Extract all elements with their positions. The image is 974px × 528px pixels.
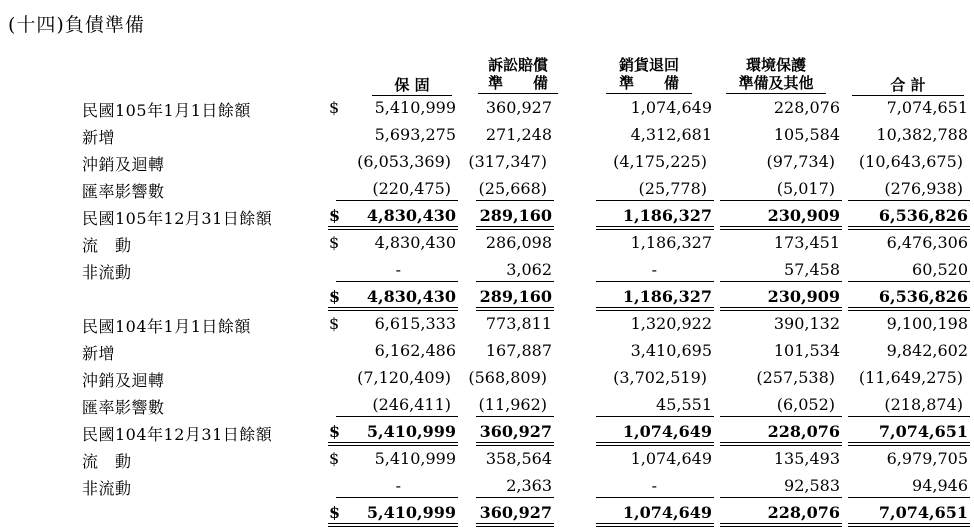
cell-value: 3,410,695 xyxy=(630,341,712,360)
cell-value: (3,702,519) xyxy=(613,368,707,387)
header-total xyxy=(852,76,964,96)
table-row xyxy=(0,499,974,526)
table-row xyxy=(0,175,974,202)
cell-value: 1,186,327 xyxy=(630,233,712,252)
total-double-rule xyxy=(596,226,714,227)
table-row xyxy=(0,364,974,391)
cell-value: 390,132 xyxy=(773,314,840,333)
cell-value: 4,830,430 xyxy=(366,287,456,306)
cell-value: (218,874) xyxy=(884,395,963,414)
total-double-rule xyxy=(720,442,842,443)
total-double-rule xyxy=(848,523,970,524)
total-double-rule xyxy=(476,307,554,308)
currency-symbol: $ xyxy=(329,422,341,441)
cell-value: (25,778) xyxy=(638,179,707,198)
total-double-rule xyxy=(328,307,458,308)
total-double-rule xyxy=(476,226,554,227)
row-label: 流 動 xyxy=(82,236,132,255)
cell-value: (317,347) xyxy=(468,152,547,171)
header-environmental xyxy=(726,56,826,94)
table-row xyxy=(0,310,974,337)
cell-value: 7,074,651 xyxy=(886,98,968,117)
table-row xyxy=(0,445,974,472)
row-label: 民國105年1月1日餘額 xyxy=(82,101,251,120)
cell-value: 228,076 xyxy=(767,422,840,441)
header-environmental-line1: 環境保護 xyxy=(745,56,806,74)
subtotal-rule xyxy=(720,200,842,201)
cell-value: - xyxy=(651,476,657,495)
row-label: 民國104年12月31日餘額 xyxy=(82,425,273,444)
cell-value: 6,615,333 xyxy=(374,314,456,333)
subtotal-rule xyxy=(720,416,842,417)
header-warranty xyxy=(372,76,452,96)
cell-value: - xyxy=(651,260,657,279)
total-double-rule xyxy=(476,442,554,443)
row-label: 沖銷及迴轉 xyxy=(82,371,165,390)
currency-symbol: $ xyxy=(329,206,341,225)
cell-value: 6,536,826 xyxy=(878,287,968,306)
subtotal-rule xyxy=(336,497,458,498)
table-row xyxy=(0,418,974,445)
cell-value: 6,476,306 xyxy=(886,233,968,252)
currency-symbol: $ xyxy=(329,98,340,117)
table-row xyxy=(0,148,974,175)
total-double-rule xyxy=(476,526,554,527)
cell-value: 4,312,681 xyxy=(630,125,712,144)
cell-value: 358,564 xyxy=(485,449,552,468)
total-double-rule xyxy=(328,442,458,443)
total-double-rule xyxy=(848,526,970,527)
cell-value: (5,017) xyxy=(776,179,835,198)
cell-value: 6,536,826 xyxy=(878,206,968,225)
header-sales-return-line2: 準 備 xyxy=(606,74,692,94)
cell-value: 7,074,651 xyxy=(878,422,968,441)
table-row xyxy=(0,121,974,148)
cell-value: (246,411) xyxy=(372,395,451,414)
cell-value: (257,538) xyxy=(756,368,835,387)
cell-value: 105,584 xyxy=(773,125,840,144)
header-environmental-line2: 準備及其他 xyxy=(726,74,826,94)
cell-value: 228,076 xyxy=(767,503,840,522)
cell-value: 5,410,999 xyxy=(374,449,456,468)
cell-value: 9,842,602 xyxy=(886,341,968,360)
subtotal-rule xyxy=(596,416,714,417)
cell-value: 773,811 xyxy=(485,314,552,333)
cell-value: 271,248 xyxy=(485,125,552,144)
subtotal-rule xyxy=(336,200,458,201)
total-double-rule xyxy=(848,307,970,308)
cell-value: 2,363 xyxy=(506,476,552,495)
cell-value: 289,160 xyxy=(479,287,552,306)
total-double-rule xyxy=(720,523,842,524)
subtotal-rule xyxy=(848,200,970,201)
cell-value: 4,830,430 xyxy=(366,206,456,225)
subtotal-rule xyxy=(476,416,554,417)
subtotal-rule xyxy=(476,497,554,498)
total-double-rule xyxy=(596,442,714,443)
cell-value: 360,927 xyxy=(485,98,552,117)
cell-value: - xyxy=(395,476,401,495)
row-label: 匯率影響數 xyxy=(82,182,165,201)
cell-value: 9,100,198 xyxy=(886,314,968,333)
table-row xyxy=(0,202,974,229)
cell-value: 57,458 xyxy=(784,260,840,279)
cell-value: 167,887 xyxy=(485,341,552,360)
total-double-rule xyxy=(328,226,458,227)
cell-value: (4,175,225) xyxy=(613,152,707,171)
subtotal-rule xyxy=(720,497,842,498)
subtotal-rule xyxy=(336,281,458,282)
cell-value: 92,583 xyxy=(784,476,840,495)
total-double-rule xyxy=(720,307,842,308)
cell-value: 45,551 xyxy=(656,395,712,414)
cell-value: 3,062 xyxy=(506,260,552,279)
cell-value: 1,186,327 xyxy=(622,287,712,306)
cell-value: (11,962) xyxy=(478,395,547,414)
currency-symbol: $ xyxy=(329,287,341,306)
table-row xyxy=(0,283,974,310)
subtotal-rule xyxy=(476,281,554,282)
subtotal-rule xyxy=(476,200,554,201)
total-double-rule xyxy=(848,226,970,227)
total-double-rule xyxy=(476,523,554,524)
header-sales-return xyxy=(606,56,692,94)
cell-value: 230,909 xyxy=(767,287,840,306)
cell-value: 1,320,922 xyxy=(630,314,712,333)
subtotal-rule xyxy=(848,416,970,417)
subtotal-rule xyxy=(848,281,970,282)
table-row xyxy=(0,256,974,283)
header-litigation-line1: 訴訟賠償 xyxy=(487,56,548,74)
cell-value: (276,938) xyxy=(884,179,963,198)
total-double-rule xyxy=(720,226,842,227)
cell-value: (7,120,409) xyxy=(357,368,451,387)
total-double-rule xyxy=(596,307,714,308)
cell-value: 230,909 xyxy=(767,206,840,225)
cell-value: 1,074,649 xyxy=(630,449,712,468)
currency-symbol: $ xyxy=(329,449,340,468)
cell-value: (220,475) xyxy=(372,179,451,198)
cell-value: 5,410,999 xyxy=(366,422,456,441)
table-row xyxy=(0,472,974,499)
cell-value: 7,074,651 xyxy=(878,503,968,522)
total-double-rule xyxy=(596,523,714,524)
cell-value: 228,076 xyxy=(773,98,840,117)
cell-value: 135,493 xyxy=(773,449,840,468)
subtotal-rule xyxy=(596,200,714,201)
header-warranty-label: 保 固 xyxy=(372,76,452,96)
currency-symbol: $ xyxy=(329,314,340,333)
cell-value: 101,534 xyxy=(773,341,840,360)
total-double-rule xyxy=(328,523,458,524)
cell-value: 94,946 xyxy=(912,476,968,495)
cell-value: 5,693,275 xyxy=(374,125,456,144)
cell-value: 6,979,705 xyxy=(886,449,968,468)
cell-value: 286,098 xyxy=(485,233,552,252)
cell-value: (568,809) xyxy=(468,368,547,387)
header-litigation-line2: 準 備 xyxy=(478,74,558,94)
subtotal-rule xyxy=(848,497,970,498)
total-double-rule xyxy=(596,526,714,527)
subtotal-rule xyxy=(720,281,842,282)
cell-value: 289,160 xyxy=(479,206,552,225)
cell-value: 5,410,999 xyxy=(366,503,456,522)
cell-value: 60,520 xyxy=(912,260,968,279)
currency-symbol: $ xyxy=(329,233,340,252)
header-sales-return-line1: 銷貨退回 xyxy=(618,56,679,74)
header-total-label: 合 計 xyxy=(852,76,964,96)
subtotal-rule xyxy=(336,416,458,417)
cell-value: 1,074,649 xyxy=(630,98,712,117)
row-label: 新增 xyxy=(82,128,116,147)
cell-value: 10,382,788 xyxy=(876,125,968,144)
total-double-rule xyxy=(848,442,970,443)
currency-symbol: $ xyxy=(329,503,341,522)
cell-value: 360,927 xyxy=(479,503,552,522)
table-row xyxy=(0,94,974,121)
subtotal-rule xyxy=(596,497,714,498)
row-label: 民國104年1月1日餘額 xyxy=(82,317,251,336)
total-double-rule xyxy=(328,526,458,527)
cell-value: (6,052) xyxy=(776,395,835,414)
row-label: 匯率影響數 xyxy=(82,398,165,417)
row-label: 沖銷及迴轉 xyxy=(82,155,165,174)
section-title: (十四)負債準備 xyxy=(8,14,145,36)
cell-value: (11,649,275) xyxy=(858,368,963,387)
table-row xyxy=(0,229,974,256)
row-label: 非流動 xyxy=(82,479,132,498)
subtotal-rule xyxy=(596,281,714,282)
cell-value: 4,830,430 xyxy=(374,233,456,252)
cell-value: (6,053,369) xyxy=(357,152,451,171)
row-label: 非流動 xyxy=(82,263,132,282)
cell-value: 1,074,649 xyxy=(622,422,712,441)
row-label: 新增 xyxy=(82,344,116,363)
cell-value: (97,734) xyxy=(766,152,835,171)
cell-value: 1,186,327 xyxy=(622,206,712,225)
table-row xyxy=(0,337,974,364)
header-litigation xyxy=(478,56,558,94)
cell-value: 6,162,486 xyxy=(374,341,456,360)
cell-value: 360,927 xyxy=(479,422,552,441)
cell-value: (10,643,675) xyxy=(858,152,963,171)
cell-value: 1,074,649 xyxy=(622,503,712,522)
cell-value: (25,668) xyxy=(478,179,547,198)
table-row xyxy=(0,391,974,418)
cell-value: 173,451 xyxy=(773,233,840,252)
row-label: 流 動 xyxy=(82,452,132,471)
total-double-rule xyxy=(720,526,842,527)
cell-value: - xyxy=(395,260,401,279)
row-label: 民國105年12月31日餘額 xyxy=(82,209,273,228)
cell-value: 5,410,999 xyxy=(374,98,456,117)
